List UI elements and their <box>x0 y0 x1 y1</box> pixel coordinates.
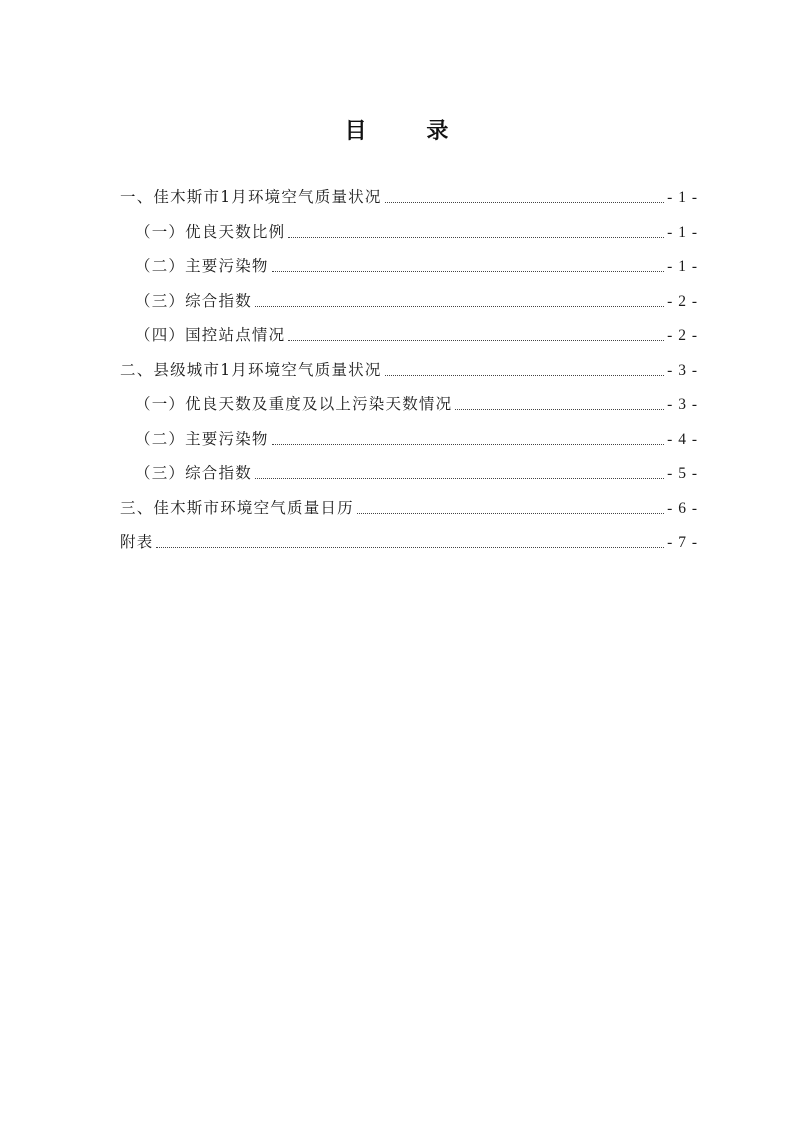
toc-entry[interactable] <box>120 284 698 319</box>
dot-leader <box>288 236 664 238</box>
toc-page-number: - 6 - <box>667 499 698 517</box>
toc-page-number: - 5 - <box>667 465 698 482</box>
dot-leader <box>156 546 664 548</box>
toc-entry-text: 三、佳木斯市环境空气质量日历 <box>120 498 354 517</box>
dot-leader <box>272 270 665 272</box>
dot-leader <box>455 408 664 410</box>
toc-entry-text: 二、县级城市1月环境空气质量状况 <box>120 360 382 379</box>
toc-entry-text: 附表 <box>120 533 154 551</box>
toc-entry-text: （一）优良天数比例 <box>135 222 286 241</box>
toc-page-number: - 4 - <box>667 430 698 448</box>
toc-page-number: - 3 - <box>667 396 698 413</box>
toc-page-number: - 2 - <box>667 327 698 344</box>
dot-leader <box>272 443 665 445</box>
toc-page-number: - 1 - <box>667 189 698 206</box>
dot-leader <box>288 339 664 341</box>
toc-entry[interactable] <box>120 249 698 284</box>
toc-entry-text: （一）优良天数及重度及以上污染天数情况 <box>135 395 453 413</box>
toc-page-number: - 7 - <box>667 534 698 551</box>
dot-leader <box>255 477 664 479</box>
toc-page-number: - 3 - <box>667 361 698 379</box>
toc-entry[interactable] <box>120 215 698 250</box>
toc-entry[interactable] <box>120 387 698 422</box>
toc-entry[interactable] <box>120 491 698 526</box>
toc-entry-text: （三）综合指数 <box>135 464 252 482</box>
toc-entry[interactable] <box>120 456 698 491</box>
toc-entry[interactable] <box>120 353 698 388</box>
toc-page-number: - 1 - <box>667 258 698 275</box>
toc-entry[interactable] <box>120 422 698 457</box>
dot-leader <box>255 305 664 307</box>
toc-page-number: - 1 - <box>667 223 698 241</box>
toc-entry-text: （四）国控站点情况 <box>135 326 286 344</box>
toc-entry-text: （二）主要污染物 <box>135 429 269 448</box>
toc-entry[interactable] <box>120 525 698 560</box>
toc-entry[interactable] <box>120 318 698 353</box>
toc-entry[interactable] <box>120 180 698 215</box>
toc-list <box>120 180 698 560</box>
dot-leader <box>357 512 664 514</box>
toc-entry-text: 一、佳木斯市1月环境空气质量状况 <box>120 188 382 206</box>
toc-title: 目 录 <box>344 119 475 144</box>
dot-leader <box>385 201 665 203</box>
toc-entry-text: （二）主要污染物 <box>135 257 269 275</box>
dot-leader <box>385 374 665 376</box>
toc-page-number: - 2 - <box>667 292 698 310</box>
toc-entry-text: （三）综合指数 <box>135 291 252 310</box>
